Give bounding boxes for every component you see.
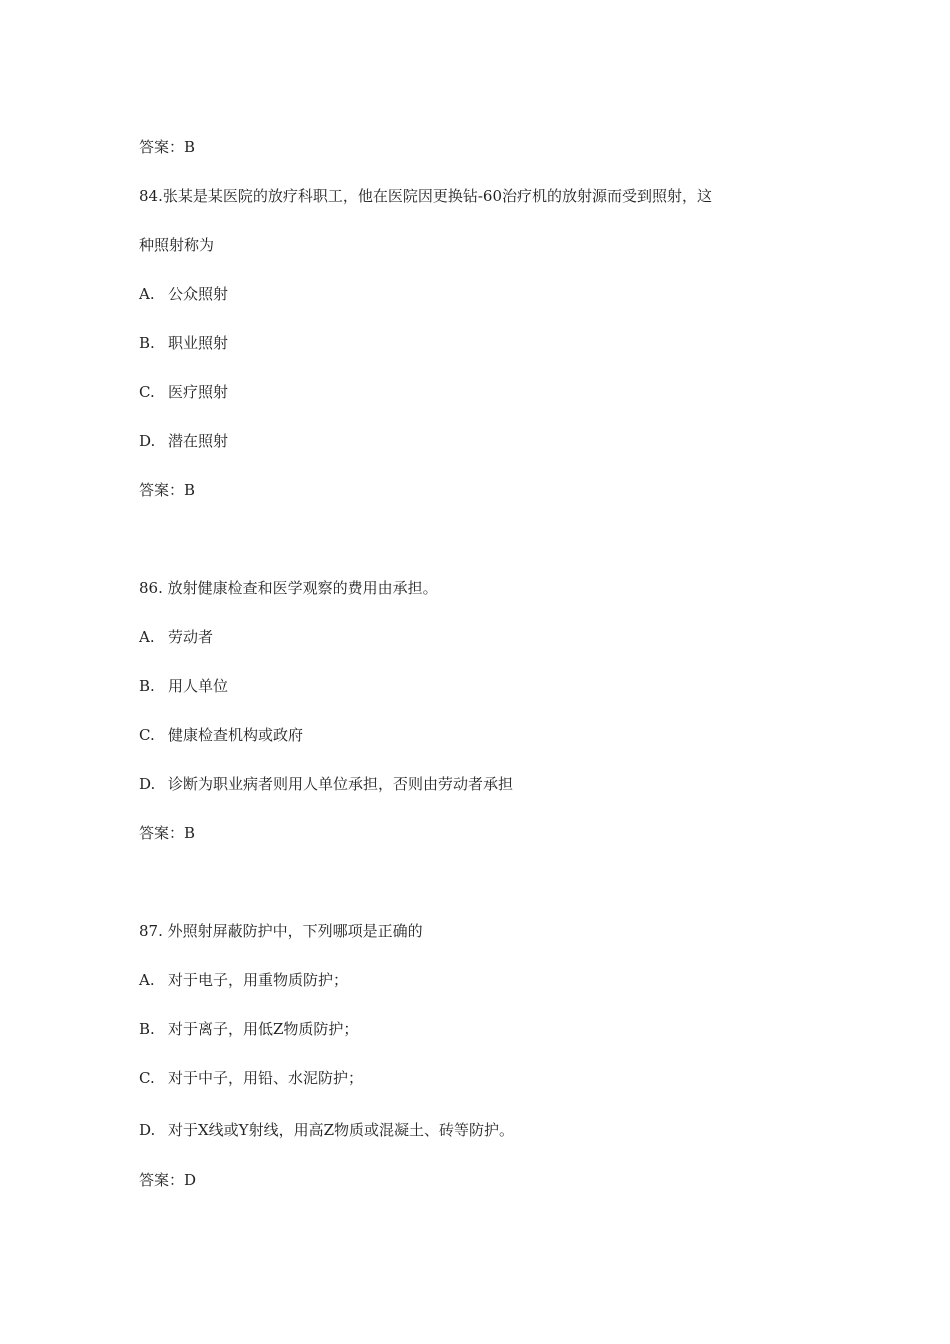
option-text: 潜在照射: [168, 432, 229, 450]
option-letter: D.: [139, 775, 156, 793]
option-text: 诊断为职业病者则用人单位承担，否则由劳动者承担: [168, 775, 514, 793]
option-86-c: [139, 725, 303, 745]
question-86-stem: 86. 放射健康检查和医学观察的费用由承担。: [139, 579, 438, 597]
question-84-stem-line1: 84.张某是某医院的放疗科职工，他在医院因更换钻-60治疗机的放射源而受到照射，这: [139, 187, 713, 205]
option-letter: B.: [139, 677, 155, 695]
option-letter: B.: [139, 334, 155, 352]
option-text: 医疗照射: [168, 383, 229, 401]
question-87-stem: 87. 外照射屏蔽防护中，下列哪项是正确的: [139, 922, 423, 940]
option-text: 健康检查机构或政府: [168, 726, 304, 744]
question-84-stem-line2: 种照射称为: [139, 236, 215, 254]
option-text: 公众照射: [168, 285, 229, 303]
option-text: 对于离子，用低Z物质防护；: [168, 1020, 359, 1038]
option-letter: A.: [139, 285, 155, 303]
option-text: 劳动者: [168, 628, 214, 646]
option-87-b: [139, 1019, 358, 1039]
option-letter: A.: [139, 628, 155, 646]
answer-86: 答案：B: [139, 824, 196, 842]
option-87-a: [139, 970, 348, 990]
option-letter: D.: [139, 1121, 156, 1139]
option-text: 职业照射: [168, 334, 229, 352]
option-84-c: [139, 382, 228, 402]
option-letter: D.: [139, 432, 156, 450]
option-letter: A.: [139, 971, 155, 989]
option-letter: C.: [139, 383, 155, 401]
option-letter: C.: [139, 1069, 155, 1087]
option-86-a: [139, 627, 213, 647]
option-86-d: [139, 774, 513, 794]
option-letter: B.: [139, 1020, 155, 1038]
option-text: 对于中子，用铅、水泥防护；: [168, 1069, 364, 1087]
option-87-c: [139, 1068, 363, 1088]
option-86-b: [139, 676, 228, 696]
answer-87: 答案：D: [139, 1171, 197, 1189]
answer-prev: 答案：B: [139, 138, 196, 156]
option-84-d: [139, 431, 228, 451]
option-87-d: [139, 1120, 514, 1140]
option-84-b: [139, 333, 228, 353]
answer-84: 答案：B: [139, 481, 196, 499]
option-text: 对于X线或Y射线，用高Z物质或混凝土、砖等防护。: [168, 1121, 515, 1139]
option-letter: C.: [139, 726, 155, 744]
option-text: 对于电子，用重物质防护；: [168, 971, 349, 989]
option-84-a: [139, 284, 228, 304]
option-text: 用人单位: [168, 677, 229, 695]
